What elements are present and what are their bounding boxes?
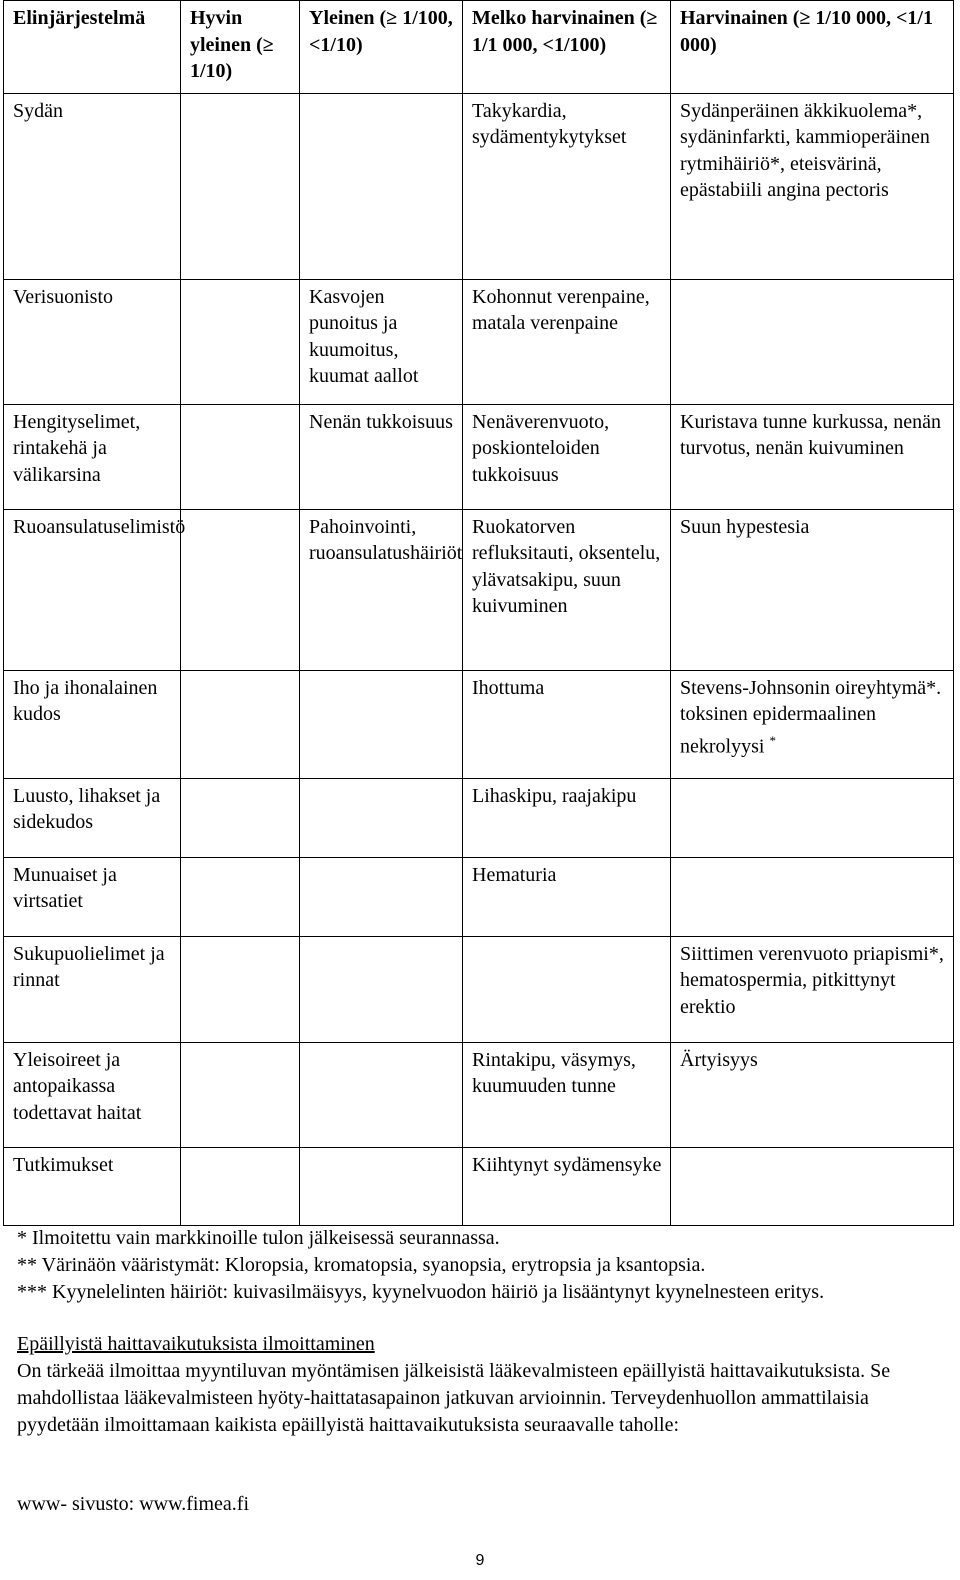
cell-common: [300, 778, 463, 857]
cell-common: Pahoinvointi, ruoansulatushäiriöt: [300, 509, 463, 670]
header-rare: Harvinainen (≥ 1/10 000, <1/1 000): [671, 1, 954, 94]
reporting-heading: Epäillyistä haittavaikutuksista ilmoittaminen: [17, 1333, 375, 1355]
cell-rare: [671, 279, 954, 404]
cell-uncommon: Kohonnut verenpaine, matala verenpaine: [463, 279, 671, 404]
cell-uncommon: [463, 936, 671, 1042]
cell-uncommon: Rintakipu, väsymys, kuumuuden tunne: [463, 1042, 671, 1147]
cell-system: Sukupuolielimet ja rinnat: [4, 936, 181, 1042]
footnote-1: * Ilmoitettu vain markkinoille tulon jälkeisessä seurannassa.: [17, 1227, 500, 1249]
cell-uncommon: Kiihtynyt sydämensyke: [463, 1147, 671, 1225]
table-row: [4, 1147, 954, 1225]
cell-system: Luusto, lihakset ja sidekudos: [4, 778, 181, 857]
header-uncommon: Melko harvinainen (≥ 1/1 000, <1/100): [463, 1, 671, 94]
cell-very-common: [181, 279, 300, 404]
cell-system: Yleisoireet ja antopaikassa todettavat haitat: [4, 1042, 181, 1147]
cell-rare: [671, 778, 954, 857]
cell-rare: [671, 857, 954, 936]
table-row: [4, 936, 954, 1042]
table-row: [4, 1042, 954, 1147]
cell-common: [300, 936, 463, 1042]
table-header-row: [4, 1, 954, 94]
cell-rare: [671, 670, 954, 778]
header-very-common: Hyvin yleinen (≥ 1/10): [181, 1, 300, 94]
cell-uncommon: Takykardia, sydämentykytykset: [463, 93, 671, 279]
table-row: [4, 509, 954, 670]
footnotes: [17, 1225, 952, 1306]
cell-system: Tutkimukset: [4, 1147, 181, 1225]
cell-uncommon: Ihottuma: [463, 670, 671, 778]
cell-common: [300, 93, 463, 279]
cell-very-common: [181, 1042, 300, 1147]
cell-very-common: [181, 93, 300, 279]
cell-common: [300, 857, 463, 936]
table-row: [4, 404, 954, 509]
cell-uncommon: Ruokatorven refluksitauti, oksentelu, ylävatsakipu, suun kuivuminen: [463, 509, 671, 670]
cell-system: Iho ja ihonalainen kudos: [4, 670, 181, 778]
table-row: [4, 670, 954, 778]
cell-rare: Suun hypestesia: [671, 509, 954, 670]
table-row: [4, 857, 954, 936]
cell-system: Ruoansulatuselimistö: [4, 509, 181, 670]
cell-rare-text: Stevens-Johnsonin oireyhtymä*. toksinen epidermaalinen nekrolyysi: [680, 676, 942, 758]
cell-very-common: [181, 404, 300, 509]
table-row: [4, 279, 954, 404]
cell-system: Hengityselimet, rintakehä ja välikarsina: [4, 404, 181, 509]
cell-common: Kasvojen punoitus ja kuumoitus, kuumat aallot: [300, 279, 463, 404]
cell-rare: Siittimen verenvuoto priapismi*, hematospermia, pitkittynyt erektio: [671, 936, 954, 1042]
cell-uncommon: Hematuria: [463, 857, 671, 936]
cell-common: [300, 1042, 463, 1147]
cell-rare: Sydänperäinen äkkikuolema*, sydäninfarkti, kammioperäinen rytmihäiriö*, eteisvärinä, epästabiili angina pectoris: [671, 93, 954, 279]
page-number: 9: [475, 1552, 485, 1569]
cell-system: Munuaiset ja virtsatiet: [4, 857, 181, 936]
cell-uncommon: Nenäverenvuoto, poskionteloiden tukkoisuus: [463, 404, 671, 509]
cell-common: [300, 1147, 463, 1225]
cell-rare: [671, 1147, 954, 1225]
adverse-effects-table: [3, 0, 954, 1226]
cell-common: Nenän tukkoisuus: [300, 404, 463, 509]
cell-very-common: [181, 509, 300, 670]
table-row: [4, 93, 954, 279]
footnote-3: *** Kyynelelinten häiriöt: kuivasilmäisyys, kyynelvuodon häiriö ja lisääntynyt kyynelnesteen eritys.: [17, 1281, 825, 1303]
cell-very-common: [181, 778, 300, 857]
website-line[interactable]: www- sivusto: www.fimea.fi: [17, 1493, 250, 1515]
footnote-marker: *: [769, 732, 776, 748]
footnote-2: ** Värinäön vääristymät: Kloropsia, kromatopsia, syanopsia, erytropsia ja ksantopsia.: [17, 1254, 706, 1276]
cell-very-common: [181, 936, 300, 1042]
cell-rare: Ärtyisyys: [671, 1042, 954, 1147]
cell-system: Verisuonisto: [4, 279, 181, 404]
cell-rare: Kuristava tunne kurkussa, nenän turvotus, nenän kuivuminen: [671, 404, 954, 509]
reporting-section: [17, 1331, 952, 1439]
cell-uncommon: Lihaskipu, raajakipu: [463, 778, 671, 857]
cell-very-common: [181, 670, 300, 778]
cell-very-common: [181, 1147, 300, 1225]
header-common: Yleinen (≥ 1/100, <1/10): [300, 1, 463, 94]
reporting-body: On tärkeää ilmoittaa myyntiluvan myöntämisen jälkeisistä lääkevalmisteen epäillyistä haittavaikutuksista. Se mahdollistaa lääkevalmisteen hyöty-haittatasapainon jatkuvan arvioinnin. Terveydenhuollon ammattilaisia pyydetään ilmoittamaan kaikista epäillyistä haittavaikutuksista seuraavalle taholle:: [17, 1360, 891, 1436]
header-system: Elinjärjestelmä: [4, 1, 181, 94]
cell-common: [300, 670, 463, 778]
cell-very-common: [181, 857, 300, 936]
cell-system: Sydän: [4, 93, 181, 279]
table-row: [4, 778, 954, 857]
